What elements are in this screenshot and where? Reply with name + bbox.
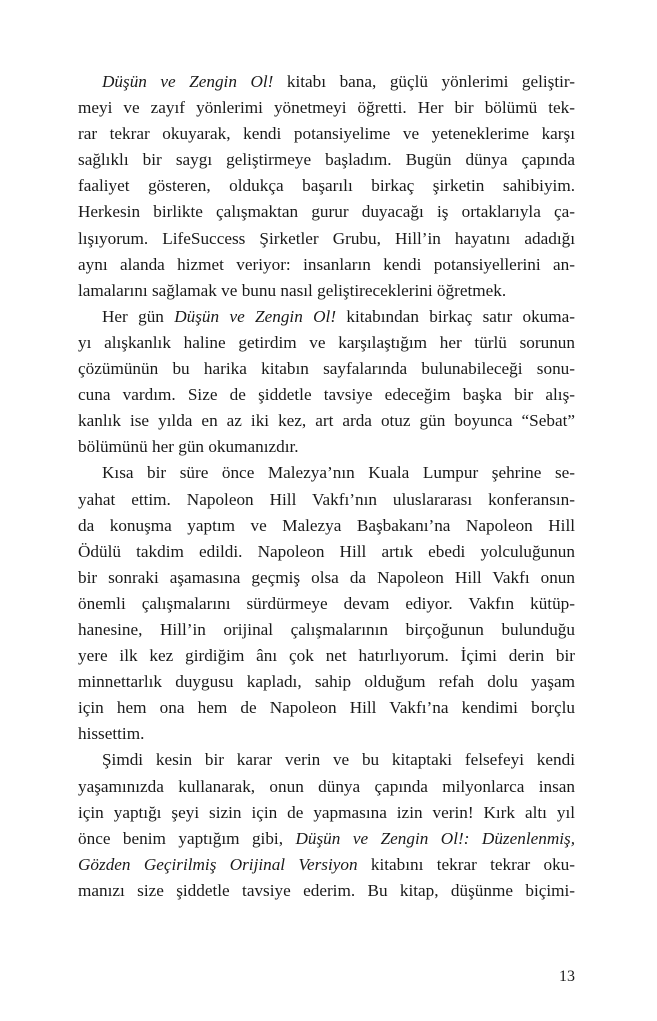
text-run: Kısa bir süre önce Malezya’nın Kuala Lumpur şehrine se- [102,463,575,483]
text-run: sağlıklı bir saygı geliştirmeye başladım. Bugün dünya çapında [78,150,575,170]
text-run: Ödülü takdim edildi. Napoleon Hill artık ebedi yolculuğunun [78,541,575,561]
text-run: Şimdi kesin bir karar verin ve bu kitaptaki felsefeyi kendi [102,750,575,770]
text-line [78,878,575,904]
text-run: hissettim. [78,724,145,744]
text-line [78,774,575,800]
text-line [78,278,575,304]
text-line [78,695,575,721]
text-line [78,252,575,278]
body-text [78,69,575,904]
text-run: yı alışkanlık haline getirdim ve karşılaştığım her türlü sorunun [78,332,575,352]
text-line [78,95,575,121]
text-line [78,539,575,565]
italic-title: Düşün ve Zengin Ol! [174,306,337,326]
text-line [78,226,575,252]
text-line [78,487,575,513]
text-run: Her gün [102,306,175,326]
text-line [78,460,575,486]
text-line [78,330,575,356]
italic-title: Gözden Geçirilmiş Orijinal Versiyon [78,854,358,874]
text-line [78,173,575,199]
text-line [78,800,575,826]
paragraph [78,747,575,904]
text-line [78,826,575,852]
text-run: için hem ona hem de Napoleon Hill Vakfı’na kendimi borçlu [78,698,575,718]
text-run: manızı size şiddetle tavsiye ederim. Bu kitap, düşünme biçimi- [78,880,575,900]
text-line [78,199,575,225]
text-line [78,69,575,95]
text-run: için yaptığı şeyi sizin için de yapmasına izin verin! Kırk altı yıl [78,802,575,822]
paragraph [78,460,575,747]
text-run: bölümünü her gün okumanızdır. [78,437,299,457]
text-line [78,304,575,330]
text-run: önce benim yaptığım gibi, [78,828,296,848]
text-run: çözümünün bu harika kitabın sayfalarında bulunabileceği sonu- [78,359,575,379]
text-run: minnettarlık duygusu kapladı, sahip olduğum refah dolu yaşam [78,672,575,692]
text-run: yere ilk kez girdiğim ânı çok net hatırlıyorum. İçimi derin bir [78,646,575,666]
paragraph [78,304,575,461]
text-run: kitabı bana, güçlü yönlerimi geliştir- [273,72,576,91]
text-run: hanesine, Hill’in orijinal çalışmalarının birçoğunun bulunduğu [78,619,575,639]
text-run: kitabını tekrar tekrar oku- [357,854,575,874]
text-run: da konuşma yaptım ve Malezya Başbakanı’na Napoleon Hill [78,515,575,535]
text-run: önemli çalışmalarını sürdürmeye devam ediyor. Vakfın kütüp- [78,593,575,613]
text-run: meyi ve zayıf yönlerimi yönetmeyi öğretti. Her bir bölümü tek- [78,98,575,118]
text-line [78,408,575,434]
text-line [78,721,575,747]
paragraph [78,69,575,304]
text-line [78,617,575,643]
text-run: cuna vardım. Size de şiddetle tavsiye edeceğim başka bir alış- [78,385,575,405]
text-line [78,643,575,669]
text-line [78,852,575,878]
text-line [78,121,575,147]
text-run: kanlık ise yılda en az iki kez, art arda otuz gün boyunca “Sebat” [78,411,575,431]
text-run: rar tekrar okuyarak, kendi potansiyelime ve yeteneklerime karşı [78,124,575,144]
text-line [78,669,575,695]
italic-title: Düşün ve Zengin Ol!: Düzenlenmiş, [295,828,575,848]
text-run: lışıyorum. LifeSuccess Şirketler Grubu, Hill’in hayatını adadığı [78,228,575,248]
italic-title: Düşün ve Zengin Ol! [102,72,274,91]
text-line [78,565,575,591]
text-line [78,591,575,617]
text-run: yahat ettim. Napoleon Hill Vakfı’nın uluslararası konferansın- [78,489,575,509]
page-number: 13 [559,968,575,985]
text-line [78,382,575,408]
text-run: kitabından birkaç satır okuma- [336,306,576,326]
text-run: bir sonraki aşamasına geçmiş olsa da Napoleon Hill Vakfı onun [78,567,575,587]
text-run: yaşamınızda kullanarak, onun dünya çapında milyonlarca insan [78,776,575,796]
text-run: lamalarını sağlamak ve bunu nasıl geliştireceklerini öğretmek. [78,280,507,300]
text-line [78,434,575,460]
text-run: aynı alanda hizmet veriyor: insanların kendi potansiyellerini an- [78,254,575,274]
text-line [78,513,575,539]
text-line [78,147,575,173]
text-line [78,356,575,382]
text-run: Herkesin birlikte çalışmaktan gurur duyacağı iş ortaklarıyla ça- [78,202,575,222]
text-run: faaliyet gösteren, oldukça başarılı birkaç şirketin sahibiyim. [78,176,575,196]
text-line [78,747,575,773]
